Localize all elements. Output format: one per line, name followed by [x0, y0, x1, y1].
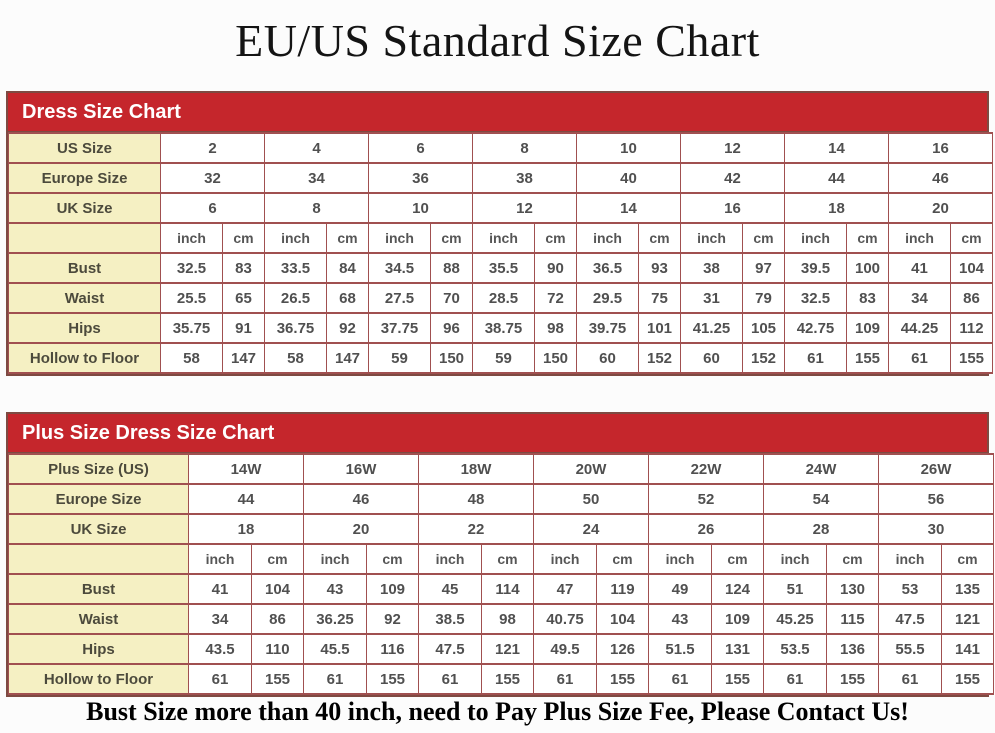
- inch-value-cell: 38: [681, 253, 743, 283]
- unit-cm-cell: cm: [951, 223, 993, 253]
- measurement-row: [9, 313, 993, 343]
- unit-cm-cell: cm: [367, 544, 419, 574]
- plus-size-chart-banner-label: Plus Size Dress Size Chart: [22, 422, 275, 444]
- inch-value-cell: 61: [534, 664, 597, 694]
- size-row: [9, 163, 993, 193]
- cm-value-cell: 65: [223, 283, 265, 313]
- row-label-cell: Waist: [9, 283, 161, 313]
- size-value-cell: 14W: [189, 454, 304, 484]
- cm-value-cell: 131: [712, 634, 764, 664]
- size-value-cell: 28: [764, 514, 879, 544]
- cm-value-cell: 119: [597, 574, 649, 604]
- dress-size-chart-banner: [8, 93, 987, 132]
- unit-cm-cell: cm: [847, 223, 889, 253]
- row-label-cell: Plus Size (US): [9, 454, 189, 484]
- unit-cm-cell: cm: [482, 544, 534, 574]
- inch-value-cell: 58: [265, 343, 327, 373]
- unit-inch-cell: inch: [369, 223, 431, 253]
- size-value-cell: 10: [577, 133, 681, 163]
- cm-value-cell: 92: [367, 604, 419, 634]
- inch-value-cell: 36.75: [265, 313, 327, 343]
- cm-value-cell: 110: [252, 634, 304, 664]
- unit-inch-cell: inch: [577, 223, 639, 253]
- size-value-cell: 54: [764, 484, 879, 514]
- size-value-cell: 46: [304, 484, 419, 514]
- size-value-cell: 26W: [879, 454, 994, 484]
- inch-value-cell: 47.5: [419, 634, 482, 664]
- cm-value-cell: 109: [847, 313, 889, 343]
- inch-value-cell: 35.75: [161, 313, 223, 343]
- dress-size-chart-table: [8, 132, 993, 374]
- cm-value-cell: 155: [827, 664, 879, 694]
- size-value-cell: 22W: [649, 454, 764, 484]
- size-value-cell: 44: [785, 163, 889, 193]
- size-value-cell: 16: [681, 193, 785, 223]
- size-value-cell: 16W: [304, 454, 419, 484]
- inch-value-cell: 61: [189, 664, 252, 694]
- inch-value-cell: 61: [785, 343, 847, 373]
- dress-size-chart-section: [6, 91, 989, 376]
- row-label-cell: Hips: [9, 313, 161, 343]
- plus-size-chart-banner: [8, 414, 987, 453]
- cm-value-cell: 130: [827, 574, 879, 604]
- size-value-cell: 38: [473, 163, 577, 193]
- cm-value-cell: 70: [431, 283, 473, 313]
- cm-value-cell: 116: [367, 634, 419, 664]
- cm-value-cell: 147: [327, 343, 369, 373]
- size-value-cell: 16: [889, 133, 993, 163]
- unit-cm-cell: cm: [639, 223, 681, 253]
- inch-value-cell: 34: [189, 604, 252, 634]
- cm-value-cell: 126: [597, 634, 649, 664]
- inch-value-cell: 55.5: [879, 634, 942, 664]
- cm-value-cell: 83: [223, 253, 265, 283]
- inch-value-cell: 43: [649, 604, 712, 634]
- inch-value-cell: 61: [419, 664, 482, 694]
- unit-inch-cell: inch: [189, 544, 252, 574]
- size-value-cell: 14: [577, 193, 681, 223]
- size-value-cell: 36: [369, 163, 473, 193]
- cm-value-cell: 93: [639, 253, 681, 283]
- size-value-cell: 8: [473, 133, 577, 163]
- cm-value-cell: 86: [252, 604, 304, 634]
- inch-value-cell: 59: [369, 343, 431, 373]
- cm-value-cell: 152: [639, 343, 681, 373]
- row-label-cell: Hollow to Floor: [9, 343, 161, 373]
- size-value-cell: 52: [649, 484, 764, 514]
- cm-value-cell: 121: [482, 634, 534, 664]
- row-label-cell: Europe Size: [9, 163, 161, 193]
- unit-inch-cell: inch: [764, 544, 827, 574]
- inch-value-cell: 26.5: [265, 283, 327, 313]
- cm-value-cell: 90: [535, 253, 577, 283]
- inch-value-cell: 43: [304, 574, 367, 604]
- measurement-row: [9, 664, 994, 694]
- inch-value-cell: 53: [879, 574, 942, 604]
- size-value-cell: 2: [161, 133, 265, 163]
- cm-value-cell: 100: [847, 253, 889, 283]
- cm-value-cell: 79: [743, 283, 785, 313]
- row-label-cell: Bust: [9, 574, 189, 604]
- row-label-cell: US Size: [9, 133, 161, 163]
- unit-cm-cell: cm: [597, 544, 649, 574]
- inch-value-cell: 61: [764, 664, 827, 694]
- inch-value-cell: 29.5: [577, 283, 639, 313]
- cm-value-cell: 75: [639, 283, 681, 313]
- size-value-cell: 26: [649, 514, 764, 544]
- size-row: [9, 454, 994, 484]
- inch-value-cell: 49: [649, 574, 712, 604]
- size-row: [9, 193, 993, 223]
- measurement-row: [9, 634, 994, 664]
- inch-value-cell: 41.25: [681, 313, 743, 343]
- empty-label-cell: [9, 544, 189, 574]
- unit-header-row: [9, 544, 994, 574]
- inch-value-cell: 31: [681, 283, 743, 313]
- size-value-cell: 12: [681, 133, 785, 163]
- unit-inch-cell: inch: [534, 544, 597, 574]
- size-value-cell: 56: [879, 484, 994, 514]
- cm-value-cell: 115: [827, 604, 879, 634]
- cm-value-cell: 155: [951, 343, 993, 373]
- measurement-row: [9, 574, 994, 604]
- inch-value-cell: 37.75: [369, 313, 431, 343]
- unit-inch-cell: inch: [879, 544, 942, 574]
- inch-value-cell: 44.25: [889, 313, 951, 343]
- unit-inch-cell: inch: [161, 223, 223, 253]
- measurement-row: [9, 343, 993, 373]
- inch-value-cell: 41: [889, 253, 951, 283]
- inch-value-cell: 47: [534, 574, 597, 604]
- unit-header-row: [9, 223, 993, 253]
- cm-value-cell: 104: [252, 574, 304, 604]
- cm-value-cell: 150: [535, 343, 577, 373]
- plus-size-fee-note: Bust Size more than 40 inch, need to Pay Plus Size Fee, Please Contact Us!: [86, 697, 909, 726]
- cm-value-cell: 155: [712, 664, 764, 694]
- size-value-cell: 40: [577, 163, 681, 193]
- cm-value-cell: 135: [942, 574, 994, 604]
- unit-cm-cell: cm: [431, 223, 473, 253]
- size-value-cell: 18W: [419, 454, 534, 484]
- cm-value-cell: 98: [482, 604, 534, 634]
- inch-value-cell: 45.25: [764, 604, 827, 634]
- inch-value-cell: 61: [879, 664, 942, 694]
- inch-value-cell: 60: [577, 343, 639, 373]
- inch-value-cell: 41: [189, 574, 252, 604]
- cm-value-cell: 150: [431, 343, 473, 373]
- measurement-row: [9, 604, 994, 634]
- size-value-cell: 6: [369, 133, 473, 163]
- dress-size-chart-banner-label: Dress Size Chart: [22, 101, 181, 123]
- cm-value-cell: 109: [367, 574, 419, 604]
- cm-value-cell: 124: [712, 574, 764, 604]
- empty-label-cell: [9, 223, 161, 253]
- plus-size-chart-section: [6, 412, 989, 697]
- size-value-cell: 24W: [764, 454, 879, 484]
- size-value-cell: 20: [889, 193, 993, 223]
- size-value-cell: 50: [534, 484, 649, 514]
- row-label-cell: Hollow to Floor: [9, 664, 189, 694]
- size-value-cell: 8: [265, 193, 369, 223]
- cm-value-cell: 101: [639, 313, 681, 343]
- cm-value-cell: 109: [712, 604, 764, 634]
- cm-value-cell: 68: [327, 283, 369, 313]
- cm-value-cell: 141: [942, 634, 994, 664]
- unit-cm-cell: cm: [223, 223, 265, 253]
- inch-value-cell: 45.5: [304, 634, 367, 664]
- inch-value-cell: 49.5: [534, 634, 597, 664]
- inch-value-cell: 51.5: [649, 634, 712, 664]
- unit-cm-cell: cm: [827, 544, 879, 574]
- inch-value-cell: 40.75: [534, 604, 597, 634]
- cm-value-cell: 155: [252, 664, 304, 694]
- inch-value-cell: 36.25: [304, 604, 367, 634]
- inch-value-cell: 34.5: [369, 253, 431, 283]
- inch-value-cell: 45: [419, 574, 482, 604]
- inch-value-cell: 27.5: [369, 283, 431, 313]
- unit-cm-cell: cm: [327, 223, 369, 253]
- cm-value-cell: 96: [431, 313, 473, 343]
- inch-value-cell: 32.5: [785, 283, 847, 313]
- unit-inch-cell: inch: [649, 544, 712, 574]
- inch-value-cell: 35.5: [473, 253, 535, 283]
- inch-value-cell: 36.5: [577, 253, 639, 283]
- unit-inch-cell: inch: [889, 223, 951, 253]
- inch-value-cell: 61: [304, 664, 367, 694]
- inch-value-cell: 47.5: [879, 604, 942, 634]
- row-label-cell: Europe Size: [9, 484, 189, 514]
- cm-value-cell: 155: [597, 664, 649, 694]
- cm-value-cell: 147: [223, 343, 265, 373]
- size-value-cell: 48: [419, 484, 534, 514]
- cm-value-cell: 155: [482, 664, 534, 694]
- size-value-cell: 42: [681, 163, 785, 193]
- cm-value-cell: 92: [327, 313, 369, 343]
- size-value-cell: 46: [889, 163, 993, 193]
- cm-value-cell: 155: [847, 343, 889, 373]
- size-value-cell: 10: [369, 193, 473, 223]
- size-value-cell: 44: [189, 484, 304, 514]
- size-value-cell: 20: [304, 514, 419, 544]
- row-label-cell: Hips: [9, 634, 189, 664]
- unit-inch-cell: inch: [785, 223, 847, 253]
- unit-cm-cell: cm: [252, 544, 304, 574]
- inch-value-cell: 25.5: [161, 283, 223, 313]
- cm-value-cell: 72: [535, 283, 577, 313]
- cm-value-cell: 91: [223, 313, 265, 343]
- cm-value-cell: 104: [951, 253, 993, 283]
- inch-value-cell: 53.5: [764, 634, 827, 664]
- inch-value-cell: 61: [649, 664, 712, 694]
- inch-value-cell: 39.75: [577, 313, 639, 343]
- size-value-cell: 20W: [534, 454, 649, 484]
- unit-cm-cell: cm: [942, 544, 994, 574]
- cm-value-cell: 84: [327, 253, 369, 283]
- cm-value-cell: 155: [942, 664, 994, 694]
- cm-value-cell: 105: [743, 313, 785, 343]
- row-label-cell: Waist: [9, 604, 189, 634]
- inch-value-cell: 33.5: [265, 253, 327, 283]
- inch-value-cell: 61: [889, 343, 951, 373]
- size-value-cell: 6: [161, 193, 265, 223]
- size-value-cell: 18: [785, 193, 889, 223]
- cm-value-cell: 114: [482, 574, 534, 604]
- cm-value-cell: 121: [942, 604, 994, 634]
- inch-value-cell: 38.5: [419, 604, 482, 634]
- cm-value-cell: 88: [431, 253, 473, 283]
- size-value-cell: 4: [265, 133, 369, 163]
- inch-value-cell: 34: [889, 283, 951, 313]
- size-value-cell: 32: [161, 163, 265, 193]
- unit-inch-cell: inch: [304, 544, 367, 574]
- inch-value-cell: 39.5: [785, 253, 847, 283]
- cm-value-cell: 97: [743, 253, 785, 283]
- inch-value-cell: 32.5: [161, 253, 223, 283]
- cm-value-cell: 152: [743, 343, 785, 373]
- cm-value-cell: 112: [951, 313, 993, 343]
- unit-cm-cell: cm: [535, 223, 577, 253]
- row-label-cell: UK Size: [9, 514, 189, 544]
- size-value-cell: 18: [189, 514, 304, 544]
- unit-inch-cell: inch: [265, 223, 327, 253]
- unit-inch-cell: inch: [419, 544, 482, 574]
- row-label-cell: UK Size: [9, 193, 161, 223]
- measurement-row: [9, 253, 993, 283]
- cm-value-cell: 155: [367, 664, 419, 694]
- cm-value-cell: 136: [827, 634, 879, 664]
- inch-value-cell: 38.75: [473, 313, 535, 343]
- inch-value-cell: 59: [473, 343, 535, 373]
- unit-cm-cell: cm: [743, 223, 785, 253]
- row-label-cell: Bust: [9, 253, 161, 283]
- inch-value-cell: 51: [764, 574, 827, 604]
- cm-value-cell: 83: [847, 283, 889, 313]
- cm-value-cell: 98: [535, 313, 577, 343]
- size-row: [9, 484, 994, 514]
- unit-cm-cell: cm: [712, 544, 764, 574]
- page-title: EU/US Standard Size Chart: [235, 15, 760, 66]
- unit-inch-cell: inch: [681, 223, 743, 253]
- inch-value-cell: 28.5: [473, 283, 535, 313]
- size-value-cell: 24: [534, 514, 649, 544]
- cm-value-cell: 104: [597, 604, 649, 634]
- measurement-row: [9, 283, 993, 313]
- plus-size-chart-table: [8, 453, 994, 695]
- size-value-cell: 22: [419, 514, 534, 544]
- cm-value-cell: 86: [951, 283, 993, 313]
- size-row: [9, 133, 993, 163]
- inch-value-cell: 60: [681, 343, 743, 373]
- unit-inch-cell: inch: [473, 223, 535, 253]
- size-value-cell: 12: [473, 193, 577, 223]
- inch-value-cell: 58: [161, 343, 223, 373]
- inch-value-cell: 43.5: [189, 634, 252, 664]
- size-row: [9, 514, 994, 544]
- size-value-cell: 34: [265, 163, 369, 193]
- size-value-cell: 30: [879, 514, 994, 544]
- inch-value-cell: 42.75: [785, 313, 847, 343]
- size-value-cell: 14: [785, 133, 889, 163]
